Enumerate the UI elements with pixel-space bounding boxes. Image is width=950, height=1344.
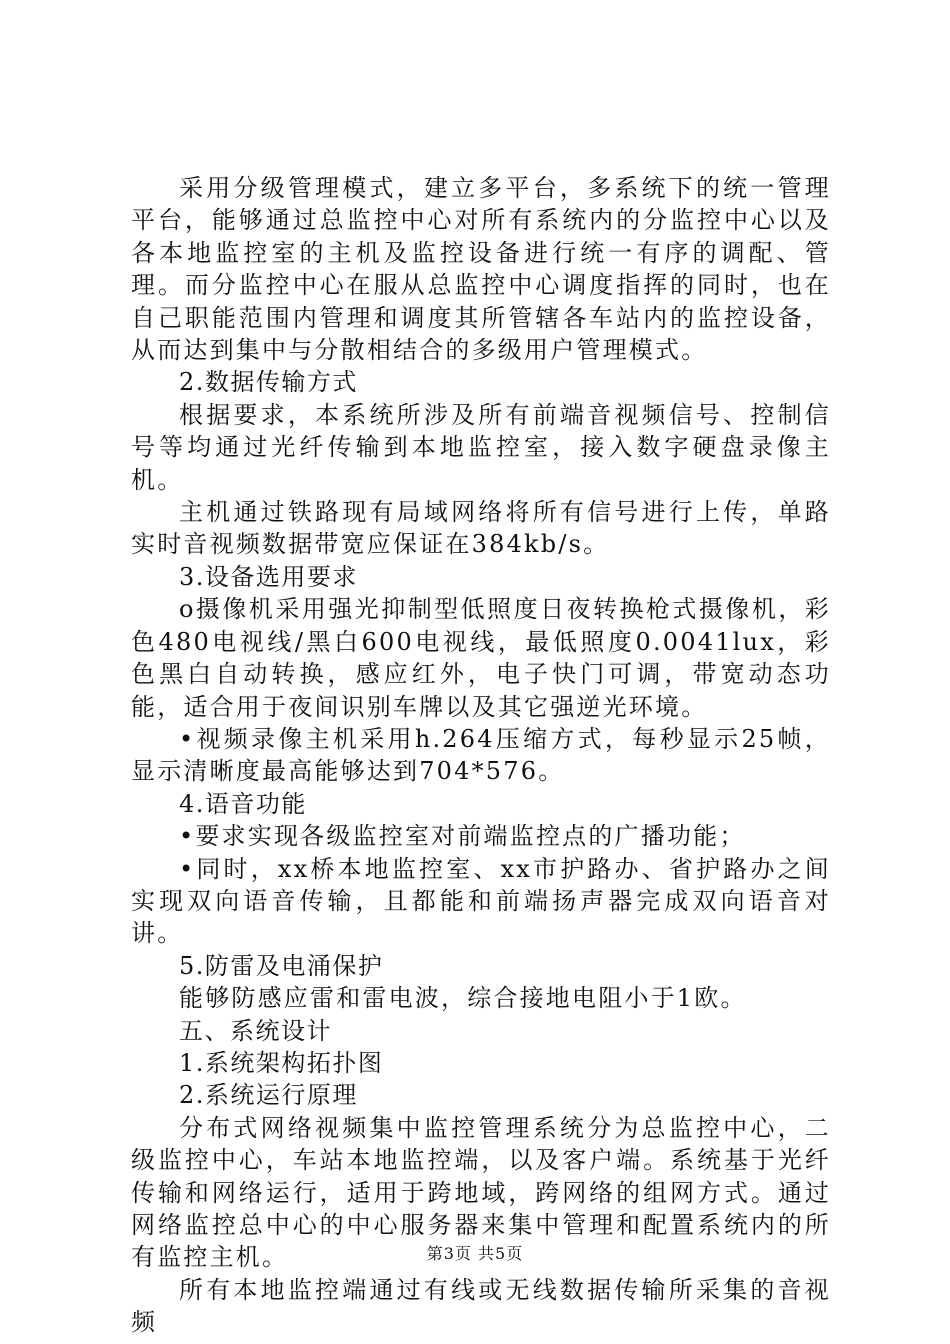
paragraph-two-way-voice: •同时，xx桥本地监控室、xx市护路办、省护路办之间实现双向语音传输，且都能和前端扬声器完成双向语音对讲。 [131,854,831,948]
page-footer: 第3页 共5页 [426,1244,524,1263]
heading-lightning-protection: 5.防雷及电涌保护 [179,951,384,980]
heading-equipment-requirements: 3.设备选用要求 [179,562,358,591]
paragraph-host-upload: 主机通过铁路现有局域网络将所有信号进行上传，单路实时音视频数据带宽应保证在384kb/s。 [131,498,831,559]
paragraph-broadcast: •要求实现各级监控室对前端监控点的广播功能； [179,822,746,851]
paragraph-camera-spec: o摄像机采用强光抑制型低照度日夜转换枪式摄像机，彩色480电视线/黑白600电视线，最低照度0.0041lux，彩色黑白自动转换，感应红外，电子快门可调，带宽动态功能，适合用于夜间识别车牌以及其它强逆光环境。 [131,595,831,721]
paragraph-local-monitoring: 所有本地监控端通过有线或无线数据传输所采集的音视频 [131,1275,831,1337]
heading-voice-function: 4.语音功能 [179,789,307,818]
paragraph-distributed-system: 分布式网络视频集中监控管理系统分为总监控中心，二级监控中心，车站本地监控端，以及客户端。系统基于光纤传输和网络运行，适用于跨地域，跨网络的组网方式。通过网络监控总中心的中心服务器来集中管理和配置系统内的所有监控主机。 [131,1113,831,1272]
heading-topology: 1.系统架构拓扑图 [179,1048,384,1077]
paragraph-management-mode: 采用分级管理模式，建立多平台，多系统下的统一管理平台，能够通过总监控中心对所有系统内的分监控中心以及各本地监控室的主机及监控设备进行统一有序的调配、管理。而分监控中心在服从总监控中心调度指挥的同时，也在自己职能范围内管理和调度其所管辖各车站内的监控设备，从而达到集中与分散相结合的多级用户管理模式。 [131,174,831,365]
heading-operating-principle: 2.系统运行原理 [179,1081,358,1110]
heading-data-transmission: 2.数据传输方式 [179,368,358,397]
heading-system-design: 五、系统设计 [179,1016,332,1045]
paragraph-grounding: 能够防感应雷和雷电波，综合接地电阻小于1欧。 [179,984,747,1013]
paragraph-transmission-requirements: 根据要求，本系统所涉及所有前端音视频信号、控制信号等均通过光纤传输到本地监控室，接入数字硬盘录像主机。 [131,400,831,494]
paragraph-recorder-spec: •视频录像主机采用h.264压缩方式，每秒显示25帧，显示清晰度最高能够达到704*576。 [131,724,831,786]
document-body [131,172,831,1339]
